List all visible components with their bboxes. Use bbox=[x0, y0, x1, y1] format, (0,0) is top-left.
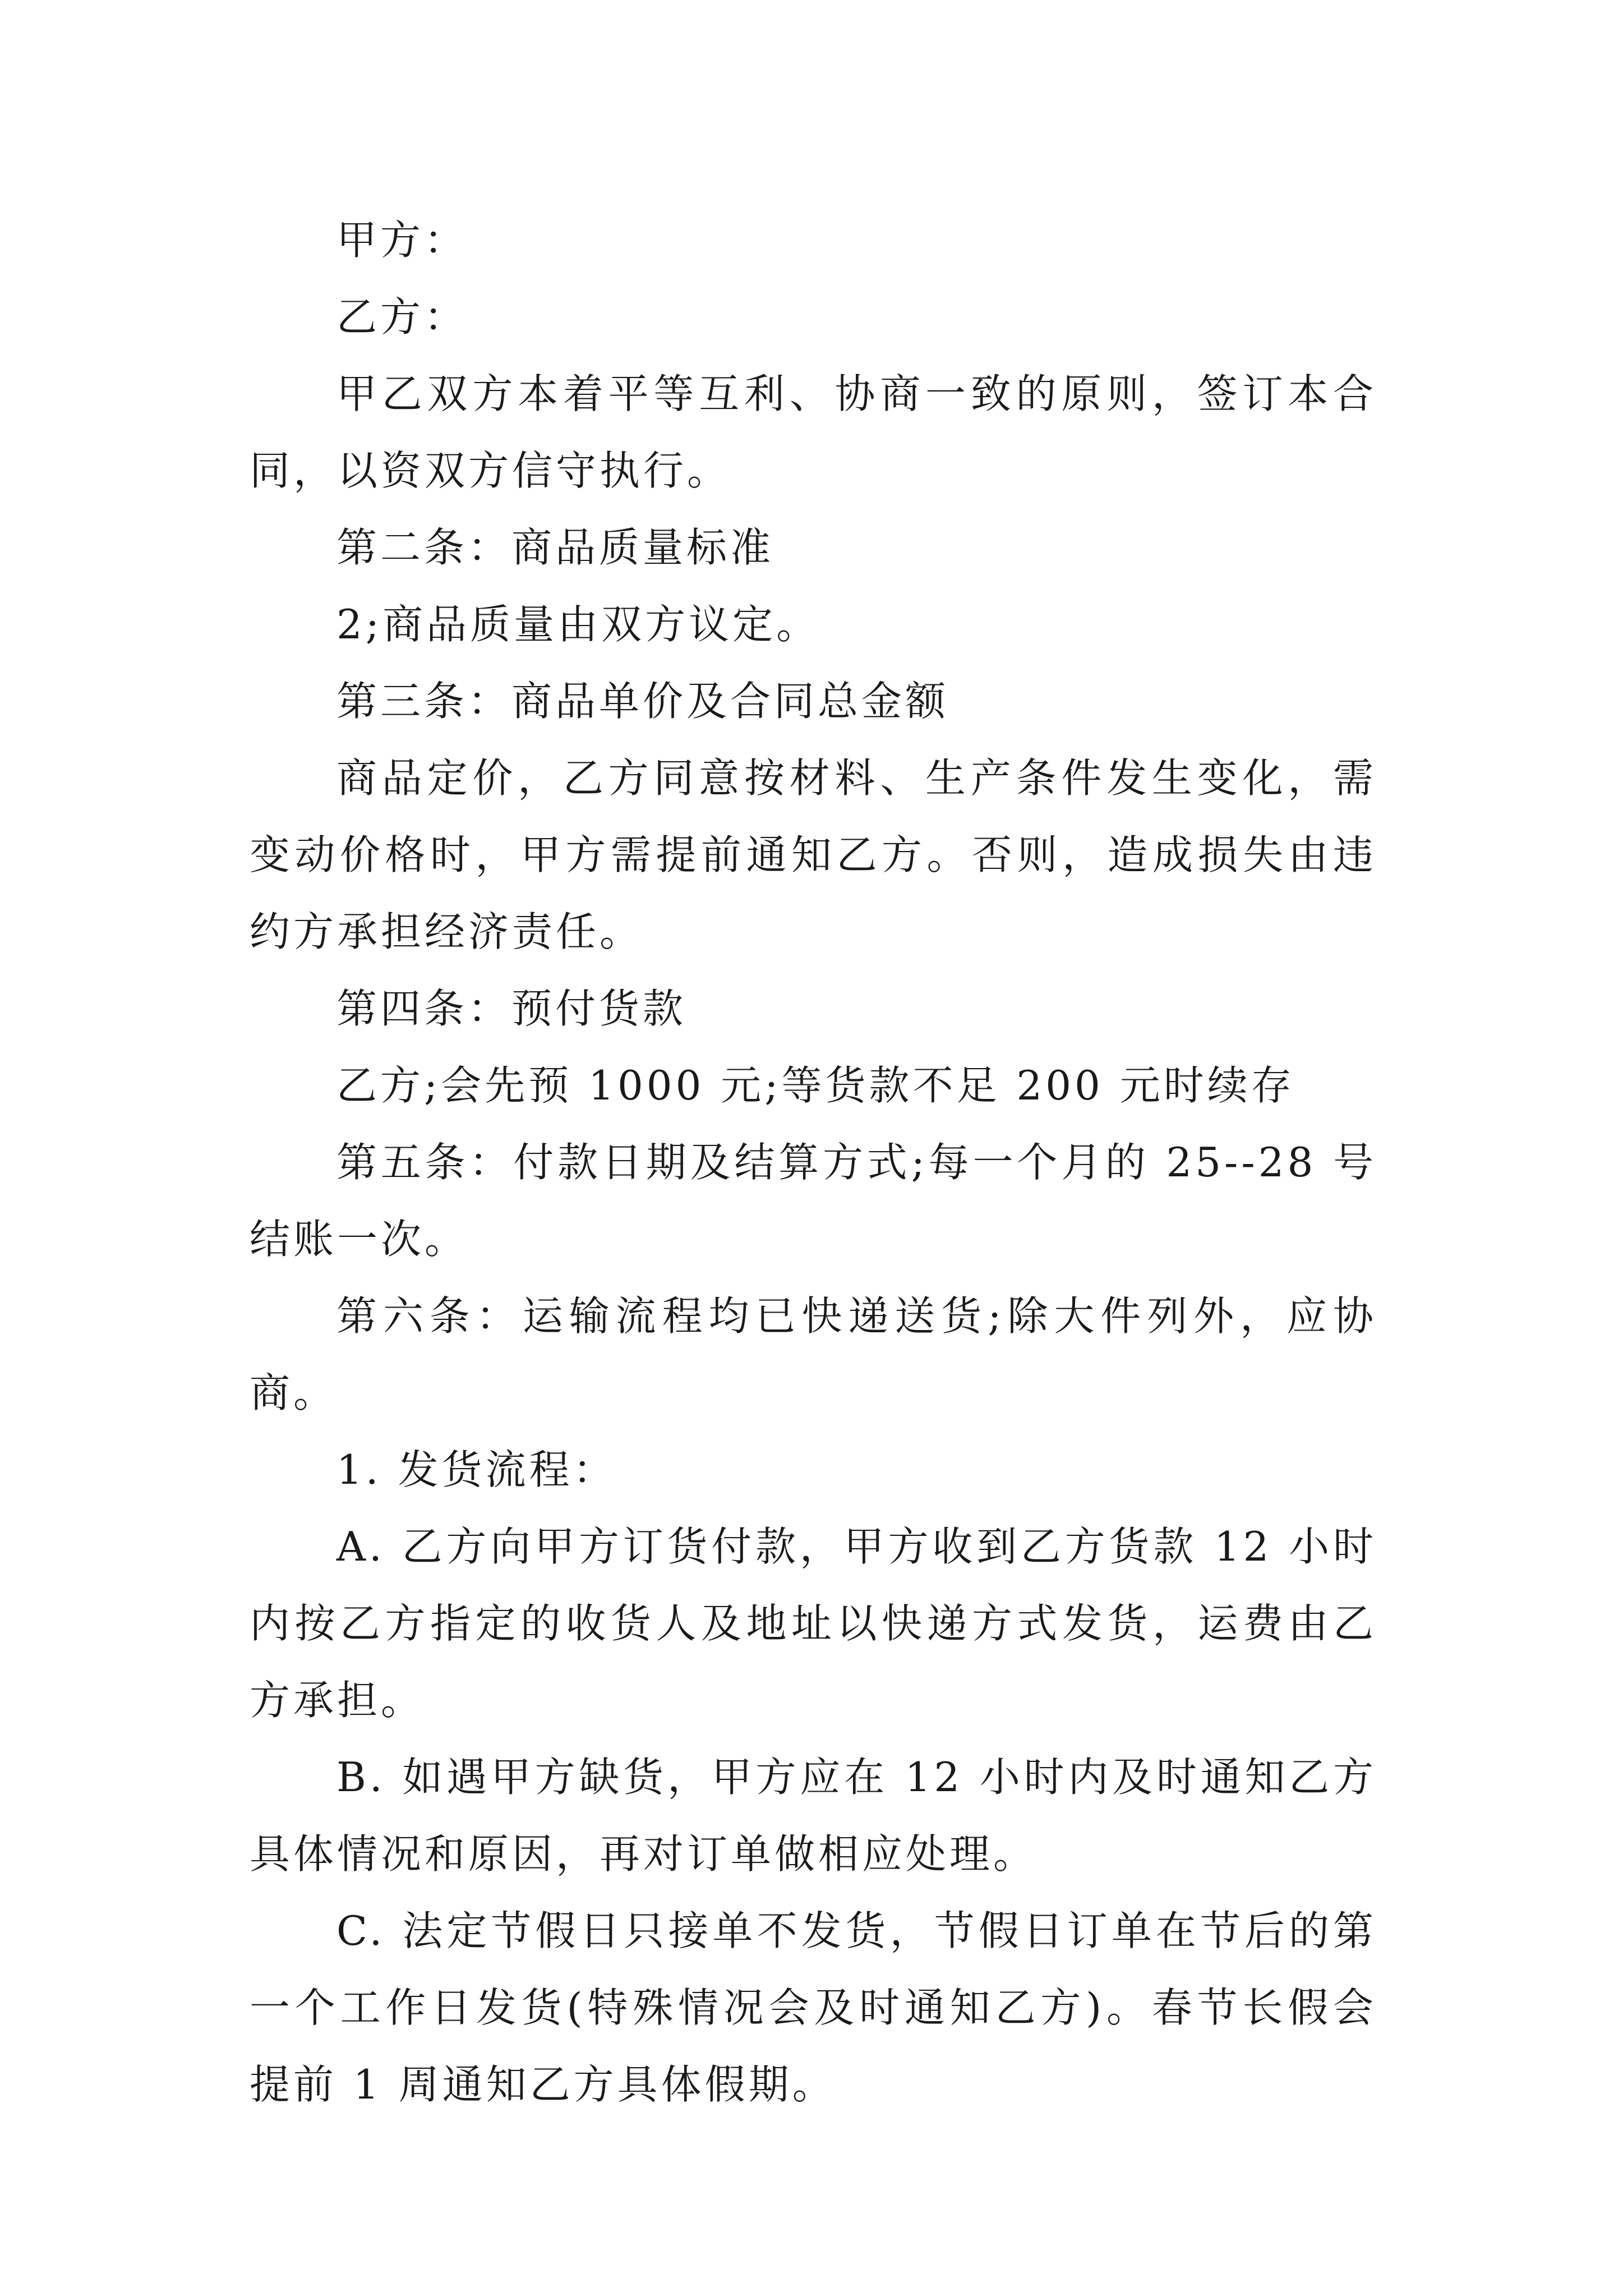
party-a-line: 甲方： bbox=[336, 217, 468, 264]
article-3-heading: 第三条：商品单价及合同总金额 bbox=[336, 678, 949, 725]
article-5-paragraph: 第五条：付款日期及结算方式;每一个月的 25--28 号结账一次。 bbox=[250, 1139, 1377, 1263]
article-2-heading: 第二条：商品质量标准 bbox=[336, 524, 774, 571]
document-body bbox=[250, 202, 1377, 2123]
preamble-paragraph: 甲乙双方本着平等互利、协商一致的原则，签订本合同，以资双方信守执行。 bbox=[250, 370, 1377, 494]
article-6-paragraph: 第六条：运输流程均已快递送货;除大件列外，应协商。 bbox=[250, 1292, 1377, 1416]
article-2-item: 2;商品质量由双方议定。 bbox=[336, 601, 820, 648]
shipping-item-c: C. 法定节假日只接单不发货，节假日订单在节后的第一个工作日发货(特殊情况会及时通知乙方)。春节长假会提前 1 周通知乙方具体假期。 bbox=[250, 1907, 1377, 2108]
shipping-item-a: A. 乙方向甲方订货付款，甲方收到乙方货款 12 小时内按乙方指定的收货人及地址以快递方式发货，运费由乙方承担。 bbox=[250, 1523, 1377, 1724]
party-b-line: 乙方： bbox=[336, 293, 468, 341]
article-3-paragraph: 商品定价，乙方同意按材料、生产条件发生变化，需变动价格时，甲方需提前通知乙方。否则，造成损失由违约方承担经济责任。 bbox=[250, 754, 1377, 955]
shipping-process-heading: 1. 发货流程： bbox=[336, 1446, 617, 1493]
shipping-item-b: B. 如遇甲方缺货，甲方应在 12 小时内及时通知乙方具体情况和原因，再对订单做相应处理。 bbox=[250, 1754, 1377, 1878]
article-4-paragraph: 乙方;会先预 1000 元;等货款不足 200 元时续存 bbox=[336, 1062, 1295, 1109]
article-4-heading: 第四条：预付货款 bbox=[336, 985, 687, 1032]
